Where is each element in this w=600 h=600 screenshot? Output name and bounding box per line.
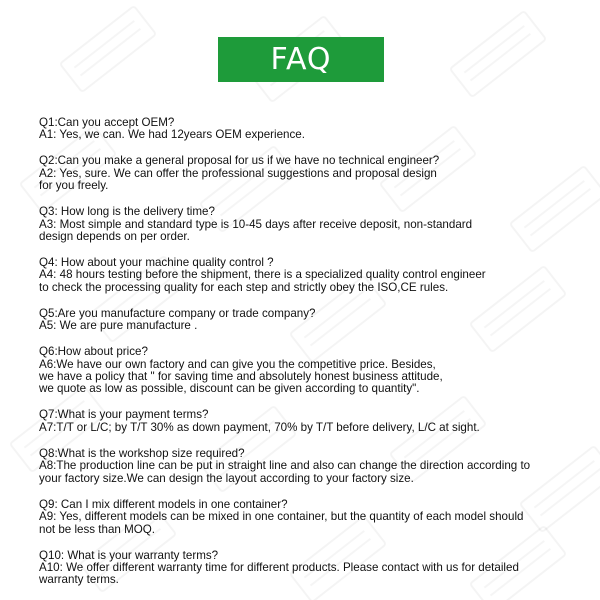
- faq-item-7: [39, 409, 579, 434]
- answer-text: A1: Yes, we can. We had 12years OEM experience.: [39, 128, 305, 142]
- answer-text: A8:The production line can be put in straight line and also can change the direction according to: [39, 459, 531, 473]
- faq-item-1: [39, 117, 579, 142]
- question-text: Q1:Can you accept OEM?: [39, 116, 175, 129]
- answer-text: to check the processing quality for each step and strictly obey the ISO,CE rules.: [39, 280, 449, 294]
- faq-banner: [218, 37, 384, 82]
- question-text: Q9: Can I mix different models in one container?: [39, 497, 288, 511]
- answer-text: A7:T/T or L/C; by T/T 30% as down payment, 70% by T/T before delivery, L/C at sight.: [39, 420, 480, 434]
- answer-text: A2: Yes, sure. We can offer the professional suggestions and proposal design: [39, 166, 437, 180]
- question-text: Q5:Are you manufacture company or trade company?: [39, 306, 316, 320]
- faq-item-5: [39, 308, 579, 333]
- answer-text: for you freely.: [39, 179, 109, 193]
- faq-item-8: [39, 448, 579, 485]
- answer-text: A9: Yes, different models can be mixed in one container, but the quantity of each model should: [39, 510, 524, 524]
- faq-list: [39, 117, 579, 600]
- question-text: Q3: How long is the delivery time?: [39, 205, 215, 219]
- answer-text: A10: We offer different warranty time for different products. Please contact with us for detailed: [39, 560, 519, 574]
- answer-text: A5: We are pure manufacture .: [39, 319, 198, 333]
- answer-text: your factory size.We can design the layout according to your factory size.: [39, 471, 414, 485]
- answer-text: warranty terms.: [39, 573, 119, 587]
- faq-item-2: [39, 155, 579, 192]
- faq-item-3: [39, 206, 579, 243]
- page-title: FAQ: [270, 42, 332, 77]
- question-text: Q2:Can you make a general proposal for us if we have no technical engineer?: [39, 154, 440, 168]
- question-text: Q6:How about price?: [39, 345, 148, 359]
- faq-item-4: [39, 257, 579, 294]
- answer-text: A3: Most simple and standard type is 10-45 days after receive deposit, non-standard: [39, 217, 473, 231]
- faq-item-6: [39, 346, 579, 396]
- answer-text: we quote as low as possible, discount can be given according to quantity".: [39, 382, 420, 396]
- answer-text: we have a policy that " for saving time and absolutely honest business attitude,: [39, 370, 443, 384]
- question-text: Q4: How about your machine quality control ?: [39, 256, 274, 270]
- question-text: Q7:What is your payment terms?: [39, 408, 209, 422]
- question-text: Q10: What is your warranty terms?: [39, 548, 219, 562]
- answer-text: design depends on per order.: [39, 230, 190, 244]
- question-text: Q8:What is the workshop size required?: [39, 446, 245, 460]
- faq-item-10: [39, 550, 579, 587]
- answer-text: not be less than MOQ.: [39, 522, 155, 536]
- answer-text: A6:We have our own factory and can give you the competitive price. Besides,: [39, 357, 436, 371]
- faq-item-9: [39, 499, 579, 536]
- answer-text: A4: 48 hours testing before the shipment, there is a specialized quality control engineer: [39, 268, 486, 282]
